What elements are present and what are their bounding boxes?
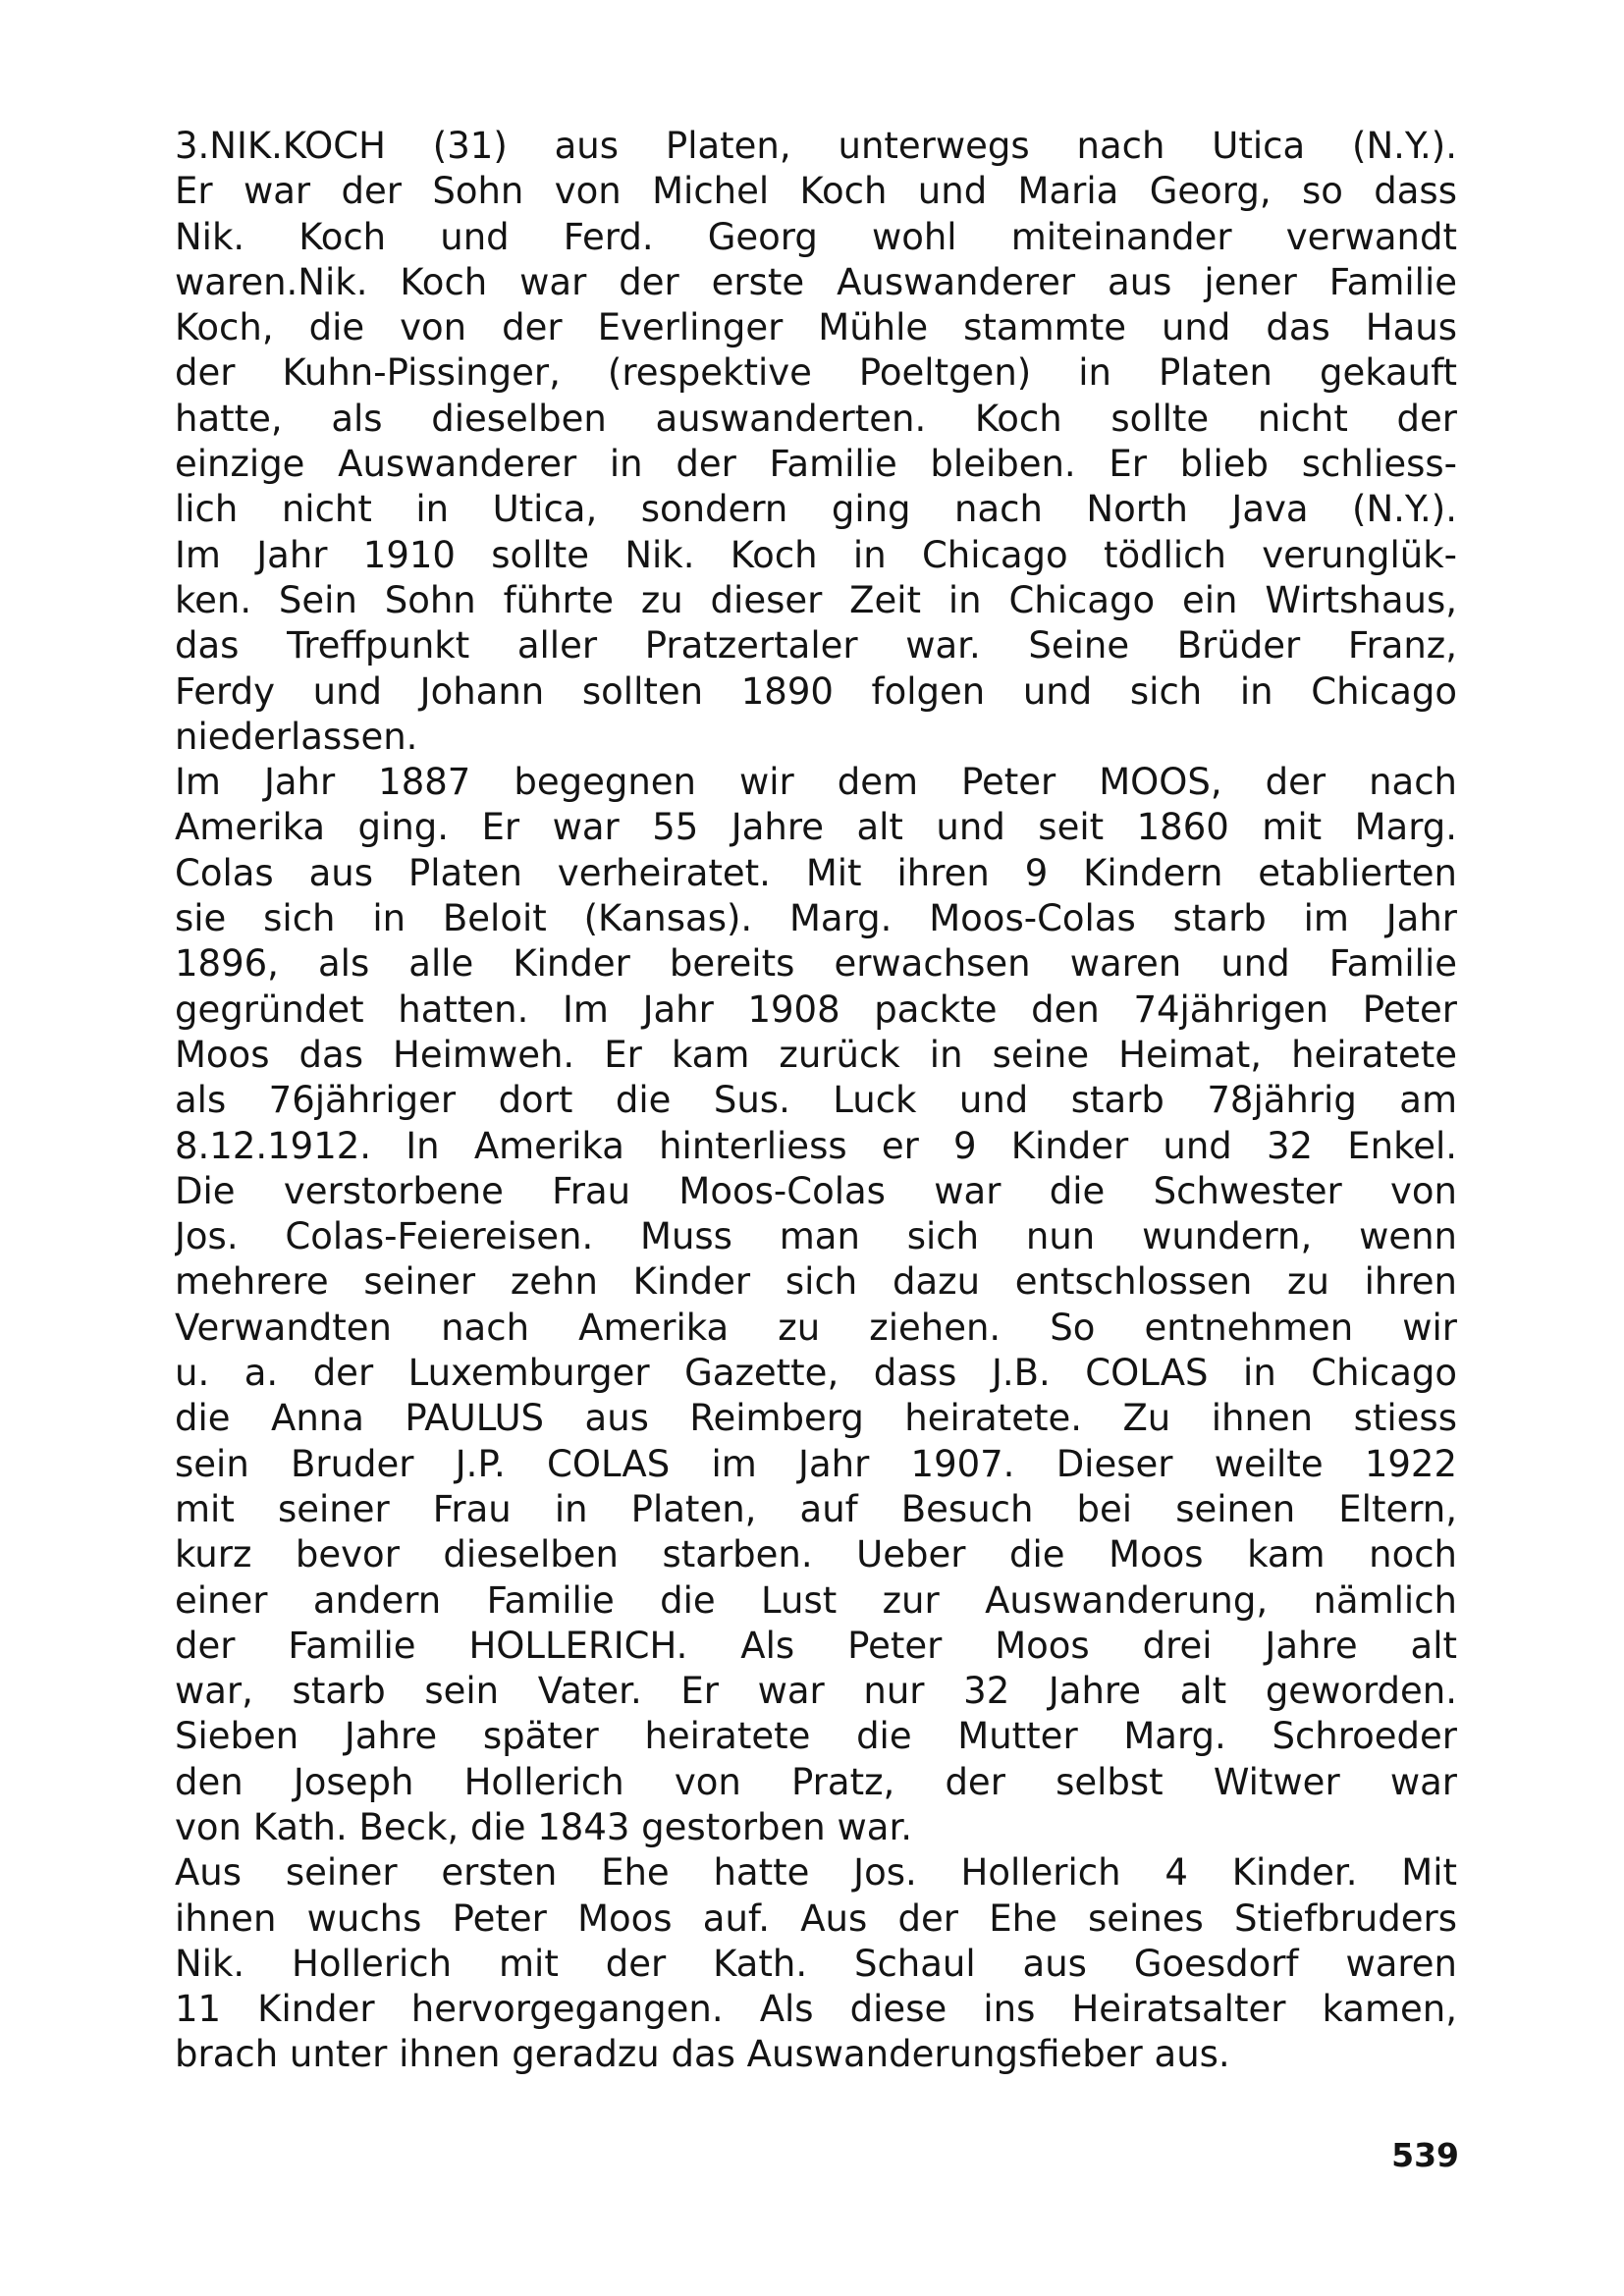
text-line: u. a. der Luxemburger Gazette, dass J.B. COLAS in Chicago <box>175 1352 1457 1395</box>
text-line: waren.Nik. Koch war der erste Auswanderer aus jener Familie <box>175 260 1457 303</box>
text-line: sein Bruder J.P. COLAS im Jahr 1907. Dieser weilte 1922 <box>175 1442 1457 1485</box>
text-line: Sieben Jahre später heiratete die Mutter Marg. Schroeder <box>175 1715 1457 1758</box>
text-line: 11 Kinder hervorgegangen. Als diese ins Heiratsalter kamen, <box>175 1988 1457 2031</box>
text-line: einzige Auswanderer in der Familie bleiben. Er blieb schliess- <box>175 443 1457 486</box>
text-line: ken. Sein Sohn führte zu dieser Zeit in Chicago ein Wirtshaus, <box>175 578 1457 621</box>
text-line: hatte, als dieselben auswanderten. Koch sollte nicht der <box>175 397 1457 440</box>
text-line: Im Jahr 1910 sollte Nik. Koch in Chicago tödlich verunglük- <box>175 533 1457 576</box>
text-line: sie sich in Beloit (Kansas). Marg. Moos-Colas starb im Jahr <box>175 897 1457 940</box>
text-line: ihnen wuchs Peter Moos auf. Aus der Ehe seines Stiefbruders <box>175 1896 1457 1940</box>
text-line: Amerika ging. Er war 55 Jahre alt und seit 1860 mit Marg. <box>175 806 1457 849</box>
text-line: von Kath. Beck, die 1843 gestorben war. <box>175 1805 913 1848</box>
text-line: den Joseph Hollerich von Pratz, der selbst Witwer war <box>175 1760 1457 1803</box>
body-text <box>175 124 1457 2078</box>
text-line: kurz bevor dieselben starben. Ueber die Moos kam noch <box>175 1533 1457 1576</box>
text-line: Jos. Colas-Feiereisen. Muss man sich nun wundern, wenn <box>175 1215 1457 1258</box>
text-line: Aus seiner ersten Ehe hatte Jos. Hollerich 4 Kinder. Mit <box>175 1851 1457 1895</box>
text-line: brach unter ihnen geradzu das Auswanderungsfieber aus. <box>175 2033 1230 2076</box>
text-line: niederlassen. <box>175 715 418 758</box>
text-line: Verwandten nach Amerika zu ziehen. So entnehmen wir <box>175 1306 1457 1349</box>
text-line: 8.12.1912. In Amerika hinterliess er 9 Kinder und 32 Enkel. <box>175 1124 1457 1167</box>
text-line: als 76jähriger dort die Sus. Luck und starb 78jährig am <box>175 1079 1457 1122</box>
text-line: Moos das Heimweh. Er kam zurück in seine Heimat, heiratete <box>175 1033 1457 1076</box>
text-line: Nik. Hollerich mit der Kath. Schaul aus Goesdorf waren <box>175 1942 1457 1985</box>
text-line: lich nicht in Utica, sondern ging nach North Java (N.Y.). <box>175 488 1457 531</box>
text-line: war, starb sein Vater. Er war nur 32 Jahre alt geworden. <box>175 1670 1457 1713</box>
text-line: die Anna PAULUS aus Reimberg heiratete. Zu ihnen stiess <box>175 1397 1457 1440</box>
text-line: mit seiner Frau in Platen, auf Besuch bei seinen Eltern, <box>175 1487 1457 1530</box>
text-line: das Treffpunkt aller Pratzertaler war. Seine Brüder Franz, <box>175 624 1457 667</box>
text-line: Koch, die von der Everlinger Mühle stammte und das Haus <box>175 306 1457 349</box>
text-line: der Familie HOLLERICH. Als Peter Moos drei Jahre alt <box>175 1624 1457 1667</box>
page-number: 539 <box>1391 2136 1459 2174</box>
text-line: Die verstorbene Frau Moos-Colas war die Schwester von <box>175 1169 1457 1212</box>
text-line: 3.NIK.KOCH (31) aus Platen, unterwegs nach Utica (N.Y.). <box>175 125 1457 167</box>
text-line: gegründet hatten. Im Jahr 1908 packte den 74jährigen Peter <box>175 988 1457 1031</box>
text-line: der Kuhn-Pissinger, (respektive Poeltgen) in Platen gekauft <box>175 351 1457 395</box>
text-line: Nik. Koch und Ferd. Georg wohl miteinander verwandt <box>175 215 1457 258</box>
text-line: einer andern Familie die Lust zur Auswanderung, nämlich <box>175 1578 1457 1622</box>
text-line: Colas aus Platen verheiratet. Mit ihren 9 Kindern etablierten <box>175 851 1457 894</box>
text-line: Er war der Sohn von Michel Koch und Maria Georg, so dass <box>175 170 1457 213</box>
text-line: mehrere seiner zehn Kinder sich dazu entschlossen zu ihren <box>175 1260 1457 1304</box>
text-line: Ferdy und Johann sollten 1890 folgen und sich in Chicago <box>175 669 1457 713</box>
text-line: Im Jahr 1887 begegnen wir dem Peter MOOS, der nach <box>175 761 1457 804</box>
text-line: 1896, als alle Kinder bereits erwachsen waren und Familie <box>175 942 1457 986</box>
